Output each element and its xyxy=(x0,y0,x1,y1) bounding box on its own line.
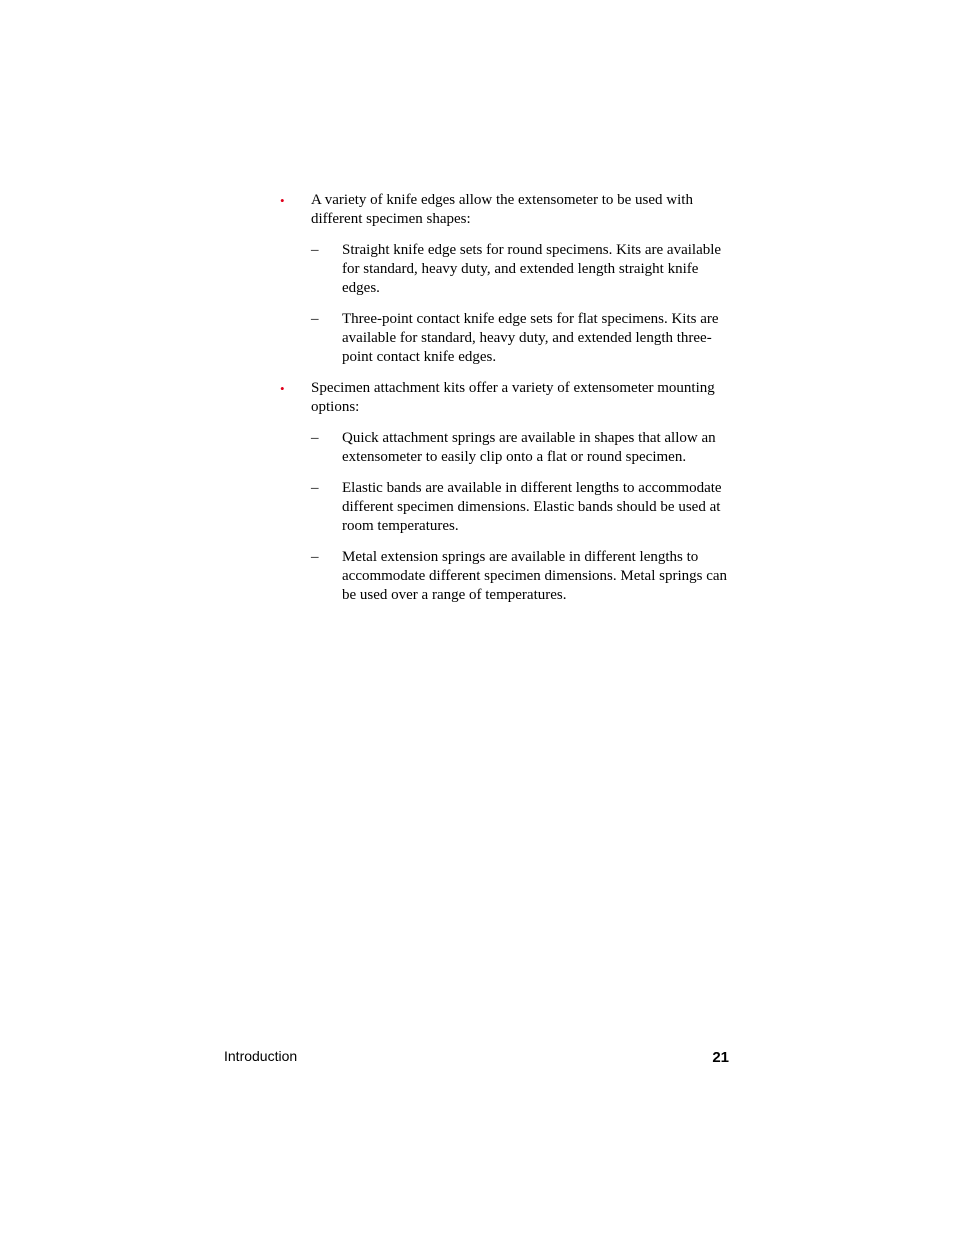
dash-marker: – xyxy=(311,430,319,446)
footer-section-title: Introduction xyxy=(224,1048,298,1064)
bullet-text: A variety of knife edges allow the extensometer to be used with different specimen shapes: xyxy=(311,192,693,227)
bullet-marker: • xyxy=(280,381,285,396)
sub-item xyxy=(311,310,738,367)
sub-list xyxy=(311,241,738,367)
sub-item-text: Straight knife edge sets for round specimens. Kits are available for standard, heavy duty, and extended length straight knife edges. xyxy=(342,242,722,296)
bullet-item-knife-edges xyxy=(278,191,738,367)
bullet-marker: • xyxy=(280,193,285,208)
dash-marker: – xyxy=(311,480,319,496)
sub-item xyxy=(311,479,738,536)
sub-list xyxy=(311,429,738,605)
sub-item xyxy=(311,548,738,605)
dash-marker: – xyxy=(311,311,319,327)
dash-marker: – xyxy=(311,549,319,565)
dash-marker: – xyxy=(311,242,319,258)
main-content xyxy=(278,191,738,617)
footer-page-number: 21 xyxy=(712,1049,729,1066)
sub-item-text: Elastic bands are available in different lengths to accommodate different specimen dimensions. Elastic bands should be used at room temperatures. xyxy=(342,480,722,534)
bullet-item-attachment-kits xyxy=(278,379,738,605)
sub-item xyxy=(311,241,738,298)
sub-item-text: Three-point contact knife edge sets for flat specimens. Kits are available for standard, heavy duty, and extended length three-point contact knife edges. xyxy=(342,311,719,365)
sub-item xyxy=(311,429,738,467)
sub-item-text: Quick attachment springs are available in shapes that allow an extensometer to easily clip onto a flat or round specimen. xyxy=(342,430,716,465)
bullet-text: Specimen attachment kits offer a variety of extensometer mounting options: xyxy=(311,380,715,415)
sub-item-text: Metal extension springs are available in different lengths to accommodate different specimen dimensions. Metal springs can be used over a range of temperatures. xyxy=(342,549,728,603)
